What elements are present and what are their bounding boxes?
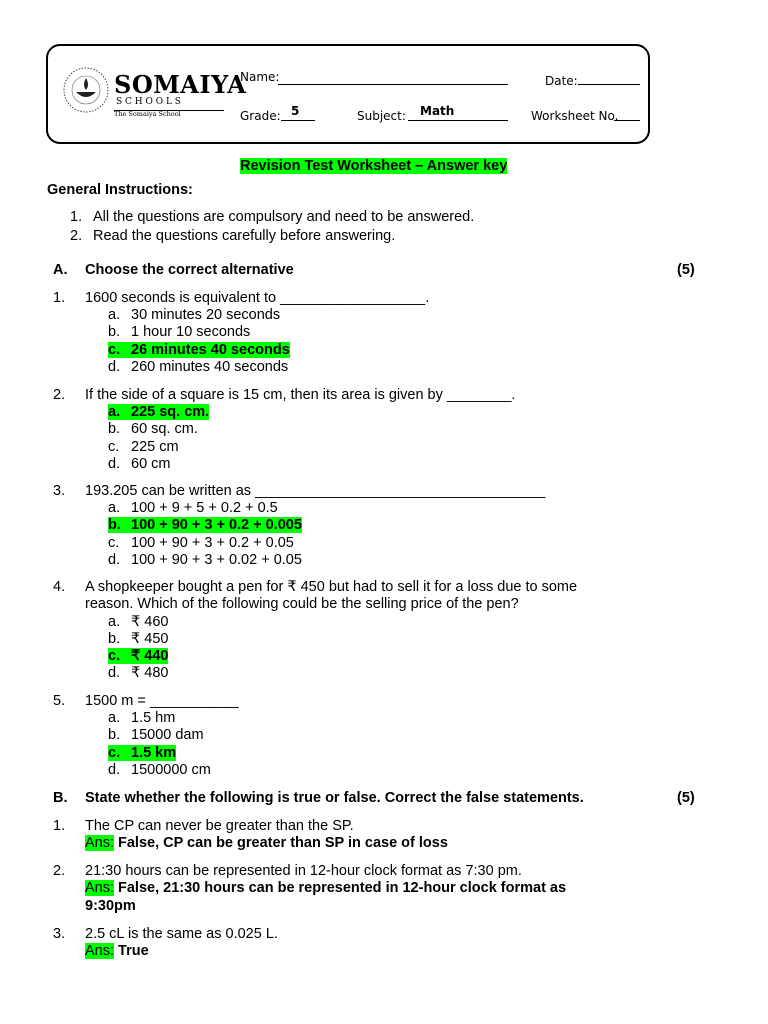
option-text: 100 + 9 + 5 + 0.2 + 0.5 bbox=[131, 500, 278, 517]
section-a-marks: (5) bbox=[677, 262, 695, 278]
option bbox=[108, 552, 302, 568]
correct-option bbox=[108, 745, 176, 761]
option-letter: d. bbox=[108, 455, 121, 472]
option bbox=[108, 727, 204, 743]
section-b-title: State whether the following is true or false. Correct the false statements. bbox=[85, 790, 584, 806]
option-letter: a. bbox=[108, 307, 121, 324]
option-letter: d. bbox=[108, 358, 121, 375]
option-letter: a. bbox=[108, 613, 121, 630]
answer-line bbox=[85, 943, 149, 959]
option bbox=[108, 631, 168, 647]
option-text: 1.5 km bbox=[131, 744, 177, 761]
option-text: 225 sq. cm. bbox=[131, 404, 210, 421]
answer-label: Ans: bbox=[85, 880, 115, 897]
option-text: 26 minutes 40 seconds bbox=[131, 341, 290, 358]
answer-line bbox=[85, 835, 448, 851]
correct-option bbox=[108, 404, 209, 420]
question-text: If the side of a square is 15 cm, then its area is given by ________. bbox=[85, 387, 516, 403]
option bbox=[108, 439, 179, 455]
correct-option bbox=[108, 648, 168, 664]
option-text: 30 minutes 20 seconds bbox=[131, 307, 281, 324]
option-letter: b. bbox=[108, 421, 121, 438]
correct-option bbox=[108, 342, 290, 358]
question-text: 1500 m = ___________ bbox=[85, 693, 239, 709]
question-text: reason. Which of the following could be the selling price of the pen? bbox=[85, 596, 519, 613]
date-label: Date: bbox=[545, 74, 578, 88]
option-letter: a. bbox=[108, 710, 121, 727]
option-text: 100 + 90 + 3 + 0.2 + 0.05 bbox=[131, 534, 294, 551]
option-letter: c. bbox=[108, 438, 120, 455]
section-a-letter: A. bbox=[53, 262, 68, 278]
question-number: 1. bbox=[53, 290, 66, 306]
subject-value: Math bbox=[420, 104, 455, 118]
page-title: Revision Test Worksheet – Answer key bbox=[240, 158, 508, 174]
instruction-text: All the questions are compulsory and need to be answered. bbox=[93, 209, 475, 225]
option-text: 225 cm bbox=[131, 438, 179, 455]
grade-value: 5 bbox=[291, 104, 300, 118]
answer-text: False, 21:30 hours can be represented in 12-hour clock format as bbox=[118, 880, 567, 897]
option bbox=[108, 307, 280, 323]
instruction-text: Read the questions carefully before answering. bbox=[93, 228, 396, 244]
grade-field[interactable] bbox=[281, 120, 315, 121]
answer-text: False, CP can be greater than SP in case of loss bbox=[118, 835, 448, 852]
option-letter: a. bbox=[108, 500, 121, 517]
option-letter: c. bbox=[108, 744, 121, 761]
worksheet-field[interactable] bbox=[614, 120, 640, 121]
question-text: The CP can never be greater than the SP. bbox=[85, 818, 354, 834]
option-text: 15000 dam bbox=[131, 727, 204, 744]
option-letter: d. bbox=[108, 551, 121, 568]
school-subtitle: S C H O O L S bbox=[116, 97, 181, 107]
option-letter: a. bbox=[108, 404, 121, 421]
answer-text: 9:30pm bbox=[85, 897, 136, 914]
option-text: 60 cm bbox=[131, 455, 171, 472]
section-b-letter: B. bbox=[53, 790, 68, 806]
option bbox=[108, 665, 168, 681]
question-text: A shopkeeper bought a pen for ₹ 450 but had to sell it for a loss due to some bbox=[85, 579, 578, 595]
question-number: 4. bbox=[53, 579, 66, 595]
option bbox=[108, 710, 175, 726]
question-number: 3. bbox=[53, 483, 66, 499]
answer-label: Ans: bbox=[85, 835, 115, 852]
option-text: 1500000 cm bbox=[131, 761, 211, 778]
question-number: 1. bbox=[53, 818, 66, 834]
option-letter: d. bbox=[108, 664, 121, 681]
correct-option bbox=[108, 517, 302, 533]
question-number: 5. bbox=[53, 693, 66, 709]
question-text: 21:30 hours can be represented in 12-hour clock format as 7:30 pm. bbox=[85, 863, 522, 879]
option bbox=[108, 359, 288, 375]
school-name: SOMAIYA bbox=[114, 70, 247, 99]
option-text: ₹ 450 bbox=[131, 630, 169, 647]
option-text: ₹ 440 bbox=[131, 647, 169, 664]
question-number: 3. bbox=[53, 926, 66, 942]
school-logo bbox=[60, 62, 247, 124]
option-letter: c. bbox=[108, 647, 121, 664]
date-field[interactable] bbox=[578, 84, 640, 85]
answer-line bbox=[85, 898, 136, 914]
section-a-title: Choose the correct alternative bbox=[85, 262, 294, 278]
instruction-number: 1. bbox=[70, 209, 83, 225]
instruction-number: 2. bbox=[70, 228, 83, 244]
question-text: 2.5 cL is the same as 0.025 L. bbox=[85, 926, 278, 942]
option-text: 100 + 90 + 3 + 0.02 + 0.05 bbox=[131, 551, 302, 568]
option-letter: d. bbox=[108, 761, 121, 778]
option bbox=[108, 762, 211, 778]
option bbox=[108, 614, 168, 630]
option-text: 100 + 90 + 3 + 0.2 + 0.005 bbox=[131, 517, 302, 534]
name-label: Name: bbox=[240, 70, 280, 84]
question-number: 2. bbox=[53, 387, 66, 403]
option-letter: b. bbox=[108, 630, 121, 647]
question-text: 193.205 can be written as ____________________________________ bbox=[85, 483, 546, 499]
subject-field[interactable] bbox=[408, 120, 508, 121]
option-letter: b. bbox=[108, 727, 121, 744]
option bbox=[108, 500, 278, 516]
option-letter: b. bbox=[108, 324, 121, 341]
answer-line bbox=[85, 880, 566, 896]
question-text: 1600 seconds is equivalent to __________________. bbox=[85, 290, 430, 306]
option-text: 1.5 hm bbox=[131, 710, 176, 727]
option bbox=[108, 535, 294, 551]
option-text: ₹ 480 bbox=[131, 664, 169, 681]
section-b-marks: (5) bbox=[677, 790, 695, 806]
name-field[interactable] bbox=[278, 84, 508, 85]
option-text: ₹ 460 bbox=[131, 613, 169, 630]
option-text: 60 sq. cm. bbox=[131, 421, 198, 438]
option-text: 1 hour 10 seconds bbox=[131, 324, 251, 341]
option-letter: c. bbox=[108, 341, 121, 358]
option bbox=[108, 324, 250, 340]
worksheet-label: Worksheet No. bbox=[531, 109, 619, 123]
question-number: 2. bbox=[53, 863, 66, 879]
option bbox=[108, 456, 171, 472]
option-letter: b. bbox=[108, 517, 121, 534]
school-caption: The Somaiya School bbox=[114, 110, 181, 118]
answer-text: True bbox=[118, 943, 149, 960]
option-letter: c. bbox=[108, 534, 120, 551]
subject-label: Subject: bbox=[357, 109, 406, 123]
instructions-heading: General Instructions: bbox=[47, 182, 193, 198]
option bbox=[108, 421, 198, 437]
grade-label: Grade: bbox=[240, 109, 281, 123]
option-text: 260 minutes 40 seconds bbox=[131, 358, 289, 375]
answer-label: Ans: bbox=[85, 943, 115, 960]
